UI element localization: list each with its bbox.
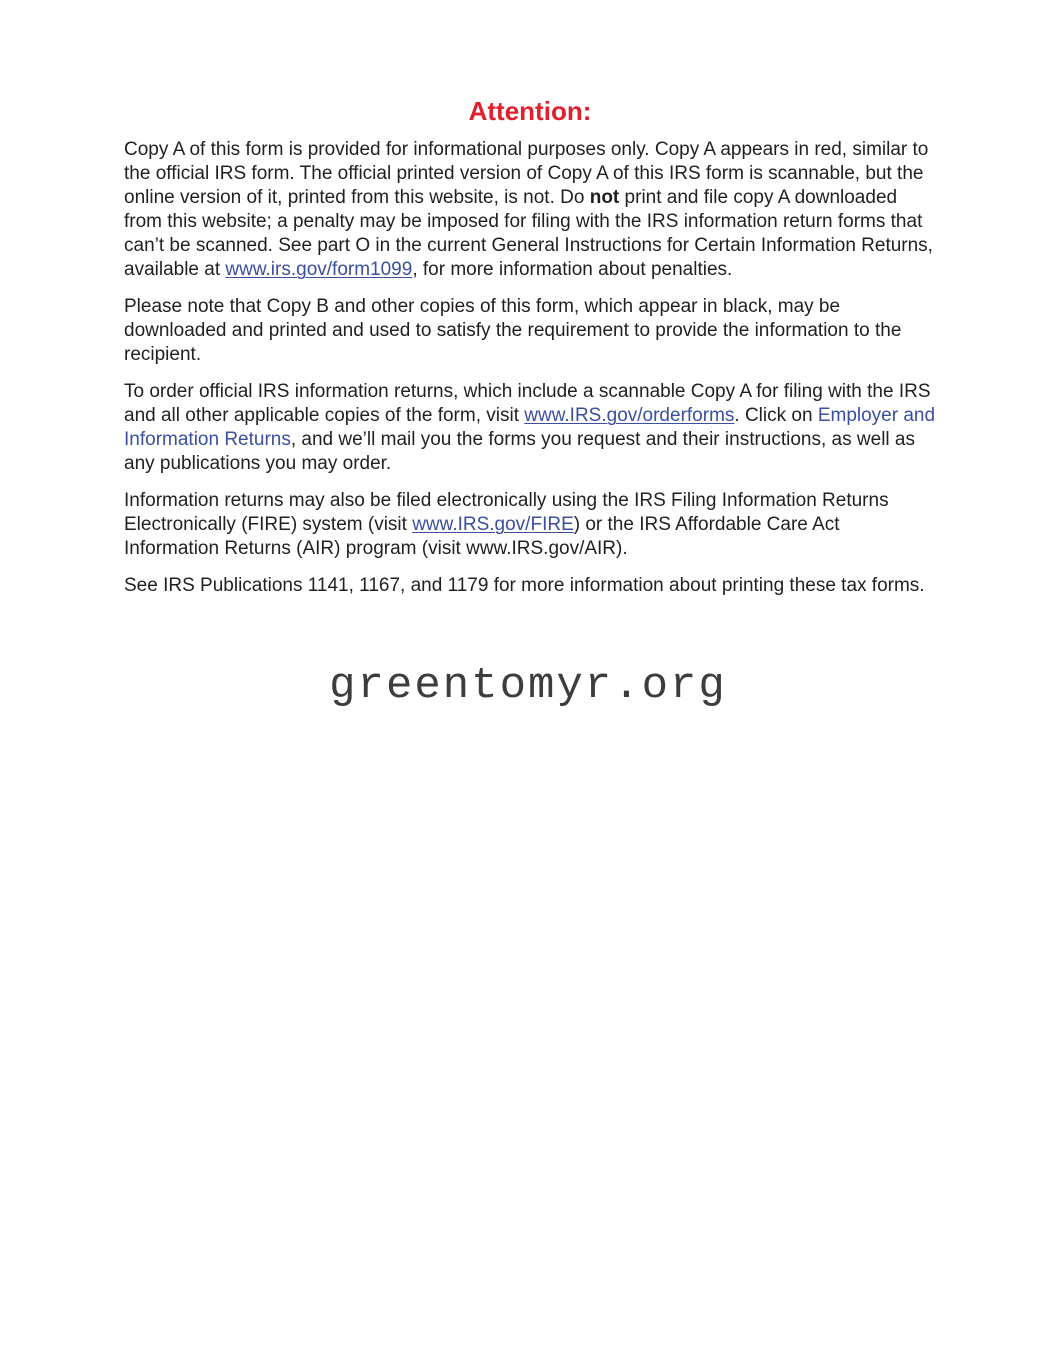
- paragraph-text: print and file copy A downloaded from this website; a penalty may be imposed for filing with the IRS information return forms that can’t be scanned. See part O in the current General Instructions for Certain Information Returns, available at: [124, 187, 933, 280]
- employer-information-returns-link[interactable]: Employer and Information Returns: [124, 405, 936, 450]
- orderforms-link[interactable]: www.IRS.gov/orderforms: [524, 405, 735, 426]
- paragraph-publications: [124, 574, 936, 598]
- paragraph-electronic-filing: [124, 489, 936, 561]
- attention-notice: [124, 94, 936, 611]
- paragraph-text: Please note that Copy B and other copies of this form, which appear in black, may be downloaded and printed and used to satisfy the requirement to provide the information to the recipient.: [124, 296, 902, 365]
- form1099-link[interactable]: www.irs.gov/form1099: [225, 259, 413, 280]
- page-title: Attention:: [468, 96, 592, 126]
- emphasis-not: not: [589, 187, 620, 208]
- paragraph-text: . Click on: [734, 405, 818, 426]
- paragraph-copy-b-notice: [124, 295, 936, 367]
- paragraph-text: Information returns may also be filed electronically using the IRS Filing Information Returns Electronically (FIRE) system (visit: [124, 490, 889, 535]
- paragraph-text: , for more information about penalties.: [412, 259, 733, 280]
- paragraph-text: See IRS Publications 1141, 1167, and 1179 for more information about printing these tax forms.: [124, 575, 925, 596]
- fire-link[interactable]: www.IRS.gov/FIRE: [412, 514, 574, 535]
- paragraph-text: To order official IRS information returns, which include a scannable Copy A for filing with the IRS and all other applicable copies of the form, visit: [124, 381, 931, 426]
- paragraph-copy-a-notice: [124, 138, 936, 282]
- paragraph-order-forms: [124, 380, 936, 476]
- paragraph-text: ) or the IRS Affordable Care Act Information Returns (AIR) program (visit www.IRS.gov/AIR).: [124, 514, 840, 559]
- watermark-text: greentomyr.org: [329, 661, 727, 711]
- paragraph-text: Copy A of this form is provided for informational purposes only. Copy A appears in red, similar to the official IRS form. The official printed version of Copy A of this IRS form is scannable, but the online version of it, printed from this website, is not. Do: [124, 139, 929, 208]
- paragraph-text: , and we’ll mail you the forms you request and their instructions, as well as any publications you may order.: [124, 429, 915, 474]
